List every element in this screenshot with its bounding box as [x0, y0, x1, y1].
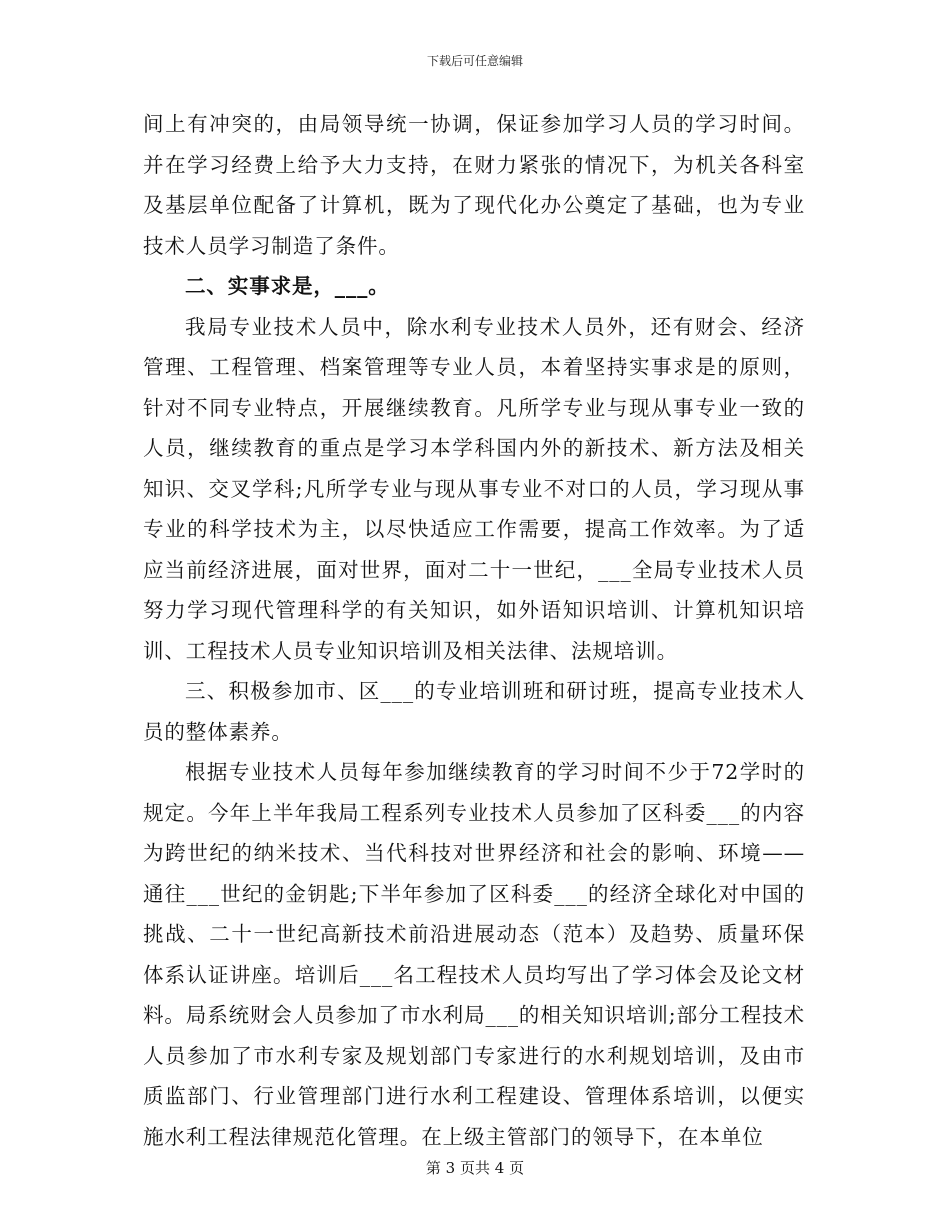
document-body	[143, 104, 805, 1157]
paragraph-section-2-body: 我局专业技术人员中，除水利专业技术人员外，还有财会、经济管理、工程管理、档案管理等专业人员，本着坚持实事求是的原则，针对不同专业特点，开展继续教育。凡所学专业与现从事专业一致的人员，继续教育的重点是学习本学科国内外的新技术、新方法及相关知识、交叉学科;凡所学专业与现从事专业不对口的人员，学习现从事专业的科学技术为主，以尽快适应工作需要，提高工作效率。为了适应当前经济进展，面对世界，面对二十一世纪，___全局专业技术人员努力学习现代管理科学的有关知识，如外语知识培训、计算机知识培训、工程技术人员专业知识培训及相关法律、法规培训。	[143, 314, 805, 663]
paragraph-section-3-body: 根据专业技术人员每年参加继续教育的学习时间不少于72学时的规定。今年上半年我局工程系列专业技术人员参加了区科委___的内容为跨世纪的纳米技术、当代科技对世界经济和社会的影响、环境——通往___世纪的金钥匙;下半年参加了区科委___的经济全球化对中国的挑战、二十一世纪高新技术前沿进展动态（范本）及趋势、质量环保体系认证讲座。培训后___名工程技术人员均写出了学习体会及论文材料。局系统财会人员参加了市水利局___的相关知识培训;部分工程技术人员参加了市水利专家及规划部门专家进行的水利规划培训，及由市质监部门、行业管理部门进行水利工程建设、管理体系培训，以便实施水利工程法律规范化管理。在上级主管部门的领导下，在本单位	[143, 760, 805, 1149]
section-heading-2: 二、实事求是，___。	[185, 274, 390, 298]
page-header-note: 下载后可任意编辑	[426, 54, 523, 68]
page-number-footer: 第 3 页共 4 页	[425, 1159, 525, 1177]
paragraph-continuation: 间上有冲突的，由局领导统一协调，保证参加学习人员的学习时间。并在学习经费上给予大力支持，在财力紧张的情况下，为机关各科室及基层单位配备了计算机，既为了现代化办公奠定了基础，也为专业技术人员学习制造了条件。	[143, 112, 805, 258]
section-heading-3: 三、积极参加市、区___的专业培训班和研讨班，提高专业技术人员的整体素养。	[143, 679, 805, 744]
